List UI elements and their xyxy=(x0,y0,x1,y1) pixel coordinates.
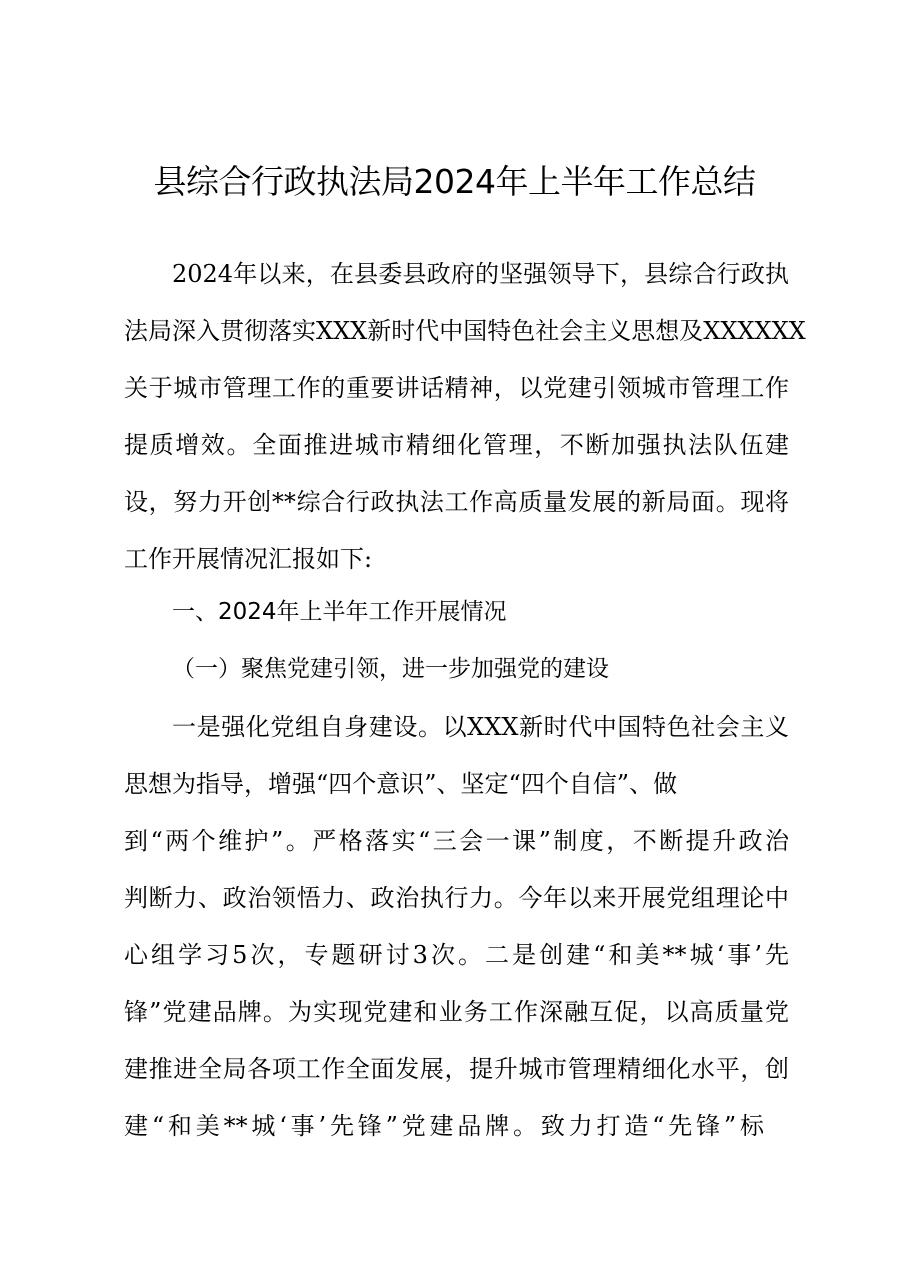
body-line: 建推进全局各项工作全面发展，提升城市管理精细化水平，创 xyxy=(124,1055,789,1083)
body-line: 锋”党建品牌。为实现党建和业务工作深融互促，以高质量党 xyxy=(124,998,789,1026)
body-line: 心组学习5次，专题研讨3次。二是创建“和美**城‘事’先 xyxy=(124,941,789,969)
document-title: 县综合行政执法局2024年上半年工作总结 xyxy=(153,162,756,201)
intro-line: 提质增效。全面推进城市精细化管理，不断加强执法队伍建 xyxy=(124,431,789,459)
body-line: 判断力、政治领悟力、政治执行力。今年以来开展党组理论中 xyxy=(124,884,789,912)
intro-line: 法局深入贯彻落实XXX新时代中国特色社会主义思想及XXXXXX xyxy=(124,317,806,345)
body-line: 思想为指导，增强“四个意识”、坚定“四个自信”、做 xyxy=(124,770,678,798)
body-line: 建“和美**城‘事’先锋”党建品牌。致力打造“先锋”标 xyxy=(124,1112,764,1140)
body-line: 一是强化党组自身建设。以XXX新时代中国特色社会主义 xyxy=(172,713,789,741)
body-line: 到“两个维护”。严格落实“三会一课”制度，不断提升政治 xyxy=(124,827,789,855)
intro-line: 关于城市管理工作的重要讲话精神，以党建引领城市管理工作 xyxy=(124,374,789,402)
intro-line: 工作开展情况汇报如下: xyxy=(124,545,373,573)
intro-line: 2024年以来，在县委县政府的坚强领导下，县综合行政执 xyxy=(172,260,789,288)
section-heading: 一、2024年上半年工作开展情况 xyxy=(172,599,507,625)
subsection-heading: （一）聚焦党建引领，进一步加强党的建设 xyxy=(172,656,609,682)
intro-line: 设，努力开创**综合行政执法工作高质量发展的新局面。现将 xyxy=(124,488,789,516)
